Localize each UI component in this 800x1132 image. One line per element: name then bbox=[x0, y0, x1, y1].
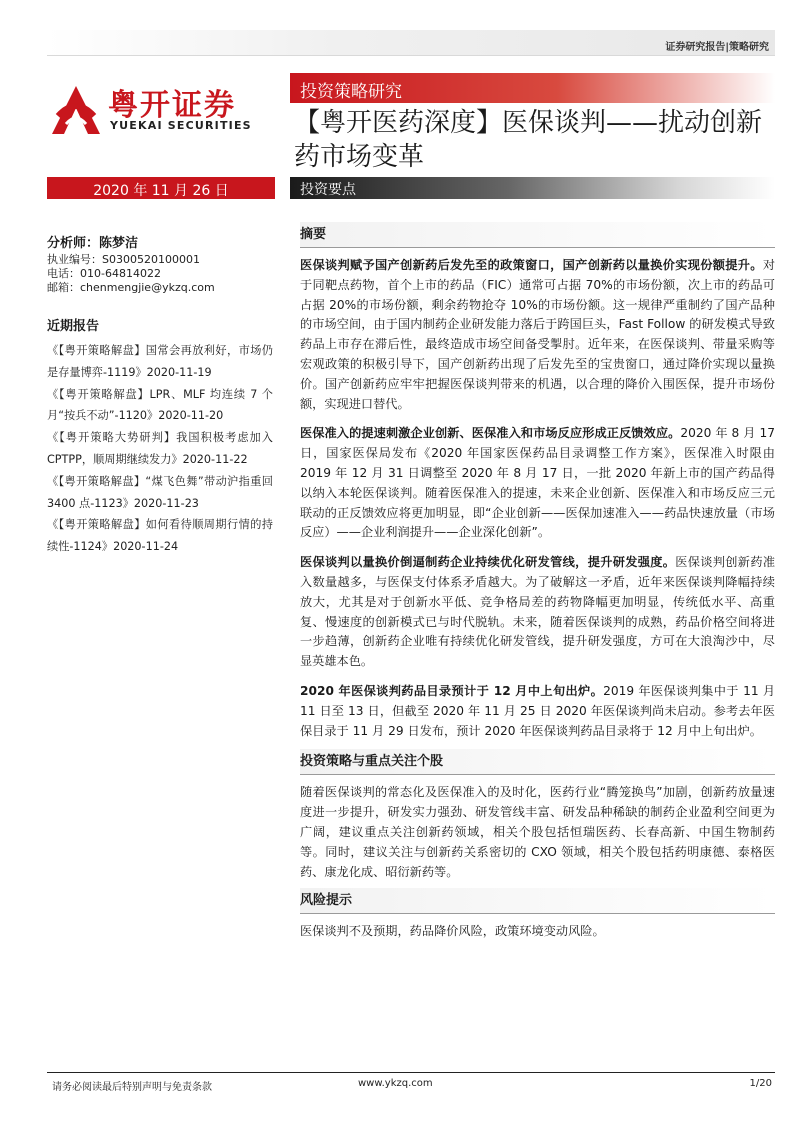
main-content bbox=[300, 222, 775, 942]
header-bar bbox=[47, 30, 775, 56]
footer-disclaimer[interactable]: 请务必阅读最后特别声明与免责条款 bbox=[52, 1082, 212, 1093]
recent-report-item[interactable]: 《【粤开策略解盘】“煤飞色舞”带动沪指重回 3400 点-1123》2020-11-23 bbox=[47, 474, 273, 510]
left-sidebar bbox=[47, 232, 273, 558]
analyst-email[interactable]: 邮箱：chenmengjie@ykzq.com bbox=[47, 281, 215, 294]
paragraph-lead: 医保谈判以量换价倒逼制药企业持续优化研发管线，提升研发强度。 bbox=[300, 555, 676, 570]
yuekai-logo-icon bbox=[48, 82, 104, 138]
summary-paragraph bbox=[300, 424, 775, 543]
key-points-label: 投资要点 bbox=[300, 182, 356, 198]
footer-divider bbox=[47, 1072, 775, 1073]
paragraph-body: 2019 年医保谈判集中于 11 月 11 日至 13 日，但截至 2020 年 11 月 25 日 2020 年医保谈判尚未启动。参考去年医保目录于 11 月 29 日发布，预计 2020 年医保谈判药品目录将于 12 月中上旬出炉。 bbox=[300, 683, 776, 738]
category-banner bbox=[290, 73, 775, 103]
summary-paragraph bbox=[300, 682, 775, 741]
risk-heading: 风险提示 bbox=[300, 888, 775, 914]
analyst-license: 执业编号：S0300520100001 bbox=[47, 253, 200, 266]
analyst-name: 分析师：陈梦洁 bbox=[47, 236, 139, 251]
key-points-banner bbox=[290, 177, 775, 199]
strategy-heading: 投资策略与重点关注个股 bbox=[300, 749, 775, 775]
recent-report-item[interactable]: 《【粤开策略解盘】国常会再放利好，市场仍是存量博弈-1119》2020-11-19 bbox=[47, 344, 273, 379]
summary-paragraph bbox=[300, 553, 775, 672]
analyst-phone: 电话：010-64814022 bbox=[47, 267, 161, 280]
company-logo bbox=[48, 80, 278, 138]
summary-paragraph bbox=[300, 256, 775, 414]
logo-text-en: YUEKAI SECURITIES bbox=[110, 119, 252, 132]
date-banner bbox=[47, 177, 275, 199]
strategy-paragraph: 随着医保谈判的常态化及医保准入的及时化，医药行业“腾笼换鸟”加剧，创新药放量速度进一步提升，研发实力强劲、研发管线丰富、研发品种稀缺的制药企业盈利空间更为广阔，建议重点关注创新药领域，相关个股包括恒瑞医药、长春高新、中国生物制药等。同时，建议关注与创新药关系密切的 CXO 领域，相关个股包括药明康德、泰格医药、康龙化成、昭衍新药等。 bbox=[300, 785, 775, 879]
report-date: 2020 年 11 月 26 日 bbox=[93, 183, 229, 199]
paragraph-body: 2020 年 8 月 17 日，国家医保局发布《2020 年国家医保药品目录调整工作方案》，医保准入时限由 2019 年 12 月 31 日调整至 2020 年 8 月 17 日，一批 2020 年新上市的国产药品得以纳入本轮医保谈判。随着医保准入的提速，未来企业创新、医保准入和市场反应三元联动的正反馈效应将更加明显，即“企业创新——医保加速准入——药品快速放量（市场反应）——企业利润提升——企业深化创新”。 bbox=[300, 426, 776, 540]
paragraph-body: 医保谈判创新药准入数量越多，与医保支付体系矛盾越大。为了破解这一矛盾，近年来医保谈判降幅持续放大，尤其是对于创新水平低、竞争格局差的药物降幅更加明显，传统低水平、高重复、慢速度的创新模式已与时代脱轨。未来，随着医保谈判的成熟，药品价格空间将进一步趋薄，创新药企业唯有持续优化研发管线，提升研发强度，方可在大浪淘沙中，尽显英雄本色。 bbox=[300, 555, 776, 669]
page-number: 1/20 bbox=[749, 1078, 772, 1089]
recent-reports-title: 近期报告 bbox=[47, 319, 100, 334]
report-type: 证券研究报告|策略研究 bbox=[665, 42, 769, 53]
paragraph-lead: 2020 年医保谈判药品目录预计于 12 月中上旬出炉。 bbox=[300, 683, 604, 698]
recent-report-item[interactable]: 《【粤开策略大势研判】我国积极考虑加入CPTPP，顺周期继续发力》2020-11-22 bbox=[47, 431, 273, 466]
summary-heading: 摘要 bbox=[300, 222, 775, 248]
risk-paragraph: 医保谈判不及预期，药品降价风险，政策环境变动风险。 bbox=[300, 924, 605, 939]
paragraph-body: 对于同靶点药物，首个上市的药品（FIC）通常可占据 70%的市场份额，次上市的药品可占据 20%的市场份额，剩余药物抢夺 10%的市场份额。这一规律严重制约了国产品种的市场空间，由于国内制药企业研发能力落后于跨国巨头，Fast Follow 的研发模式导致药品上市存在滞后性，最终造成市场空间备受掣肘。近年来，在医保谈判、带量采购等宏观政策的积极引导下，国产创新药出现了后发先至的宝贵窗口，通过降价实现以量换价。国产创新药应牢牢把握医保谈判带来的机遇，以合理的降价入围医保，提升市场份额，实现进口替代。 bbox=[300, 258, 775, 411]
logo-text-cn: 粤开证券 bbox=[108, 88, 236, 123]
paragraph-lead: 医保谈判赋予国产创新药后发先至的政策窗口，国产创新药以量换价实现份额提升。 bbox=[300, 258, 763, 272]
recent-report-item[interactable]: 《【粤开策略解盘】LPR、MLF 均连续 7 个月“按兵不动”-1120》2020-11-20 bbox=[47, 387, 273, 423]
category-label: 投资策略研究 bbox=[300, 82, 402, 102]
footer-url[interactable]: www.ykzq.com bbox=[358, 1078, 433, 1089]
report-title: 【粤开医药深度】医保谈判——扰动创新药市场变革 bbox=[294, 108, 763, 172]
paragraph-lead: 医保准入的提速刺激企业创新、医保准入和市场反应形成正反馈效应。 bbox=[300, 426, 681, 441]
recent-report-item[interactable]: 《【粤开策略解盘】如何看待顺周期行情的持续性-1124》2020-11-24 bbox=[47, 518, 273, 554]
